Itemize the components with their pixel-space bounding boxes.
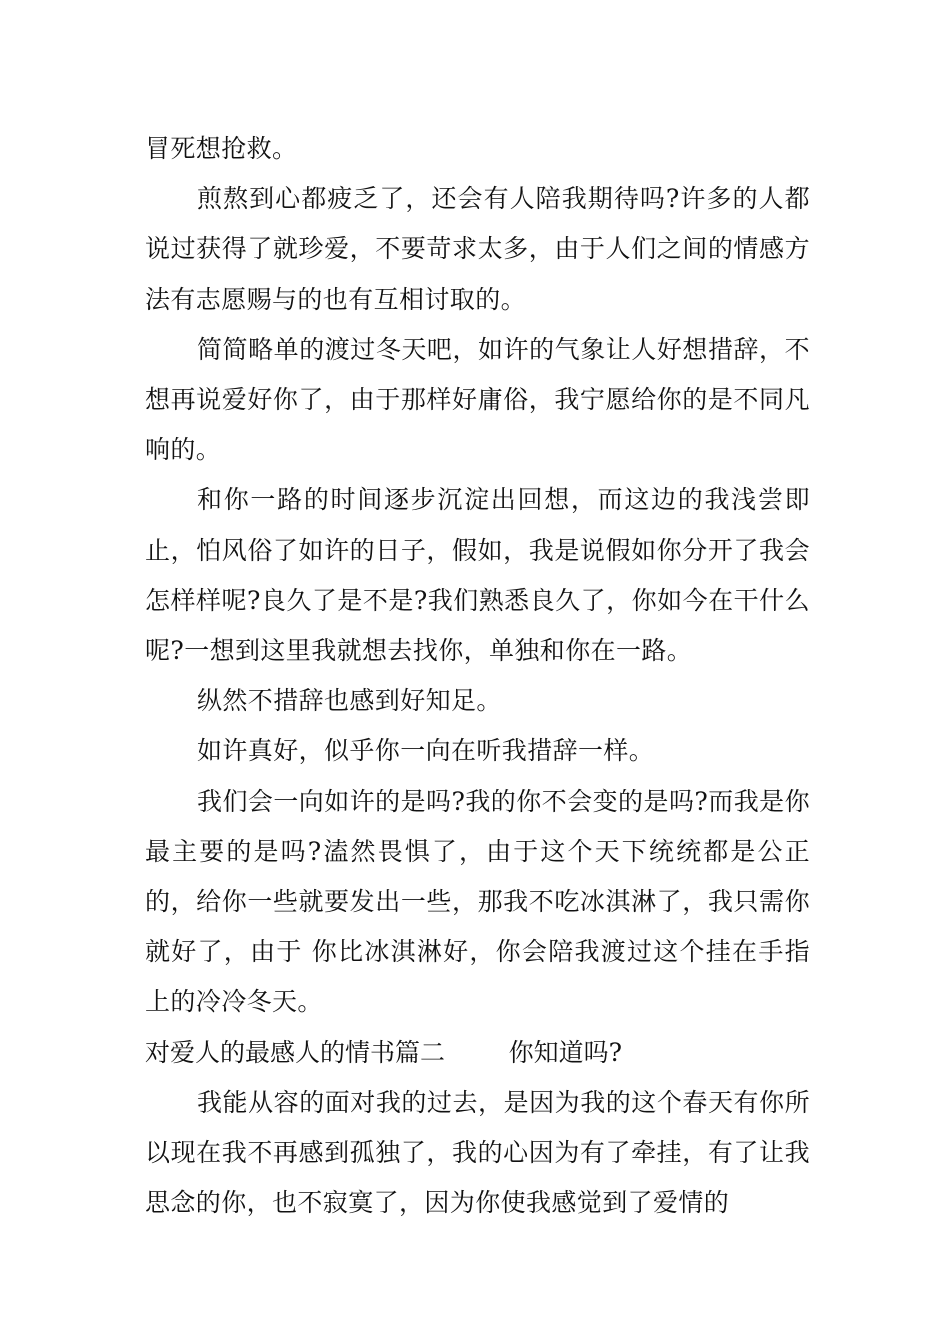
paragraph-2: 煎熬到心都疲乏了，还会有人陪我期待吗?许多的人都说过获得了就珍爱，不要苛求太多，由于人们之间的情感方法有志愿赐与的也有互相讨取的。 xyxy=(145,184,810,314)
paragraph-6: 如许真好，似乎你一向在听我措辞一样。 xyxy=(197,736,655,766)
paragraph-7: 我们会一向如许的是吗?我的你不会变的是吗?而我是你最主要的是吗?溘然畏惧了，由于这个天下统统都是公正的，给你一些就要发出一些，那我不吃冰淇淋了，我只需你就好了，由于 你比冰淇淋好，你会陪我渡过这个挂在手指上的冷冷冬天。 xyxy=(145,786,810,1017)
paragraph-final: 我能从容的面对我的过去，是因为我的这个春天有你所以现在我不再感到孤独了，我的心因为有了牵挂，有了让我思念的你，也不寂寞了，因为你使我感觉到了爱情的 xyxy=(145,1087,810,1218)
paragraph-3: 简简略单的渡过冬天吧，如许的气象让人好想措辞，不想再说爱好你了，由于那样好庸俗，我宁愿给你的是不同凡响的。 xyxy=(145,334,810,465)
paragraph-1: 冒死想抢救。 xyxy=(145,134,298,163)
document-page xyxy=(145,124,810,1228)
section-heading: 对爱人的最感人的情书篇二 你知道吗? xyxy=(145,1037,622,1067)
paragraph-5: 纵然不措辞也感到好知足。 xyxy=(197,686,502,716)
paragraph-4: 和你一路的时间逐步沉淀出回想，而这边的我浅尝即止，怕风俗了如许的日子，假如，我是说假如你分开了我会怎样样呢?良久了是不是?我们熟悉良久了，你如今在干什么呢?一想到这里我就想去找你，单独和你在一路。 xyxy=(145,485,810,666)
